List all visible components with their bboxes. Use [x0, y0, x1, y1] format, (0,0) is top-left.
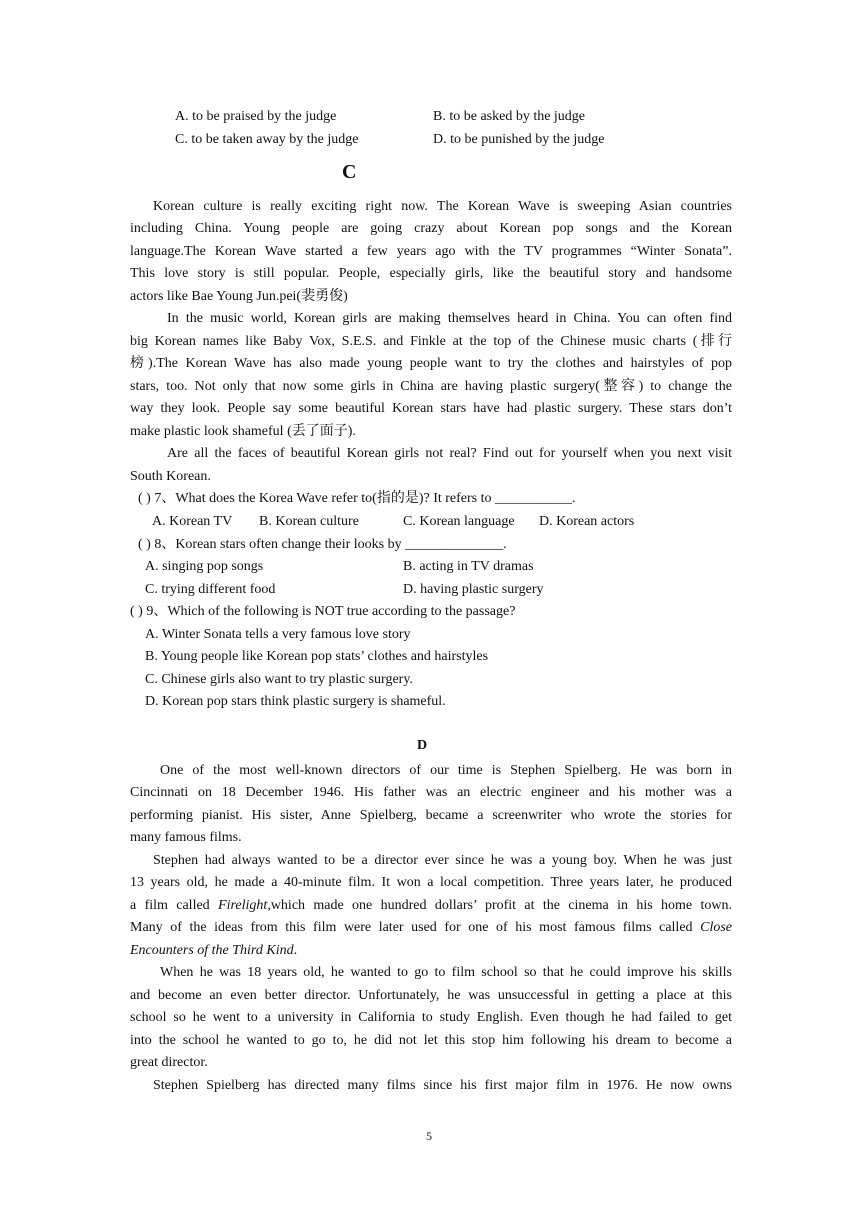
q9-option-b: B. Young people like Korean pop stats’ clothes and hairstyles — [145, 649, 489, 664]
q8-option-a: A. singing pop songs — [145, 559, 264, 574]
option-d: D. to be punished by the judge — [433, 132, 605, 147]
section-d-heading: D — [417, 738, 428, 753]
film-title-firelight: Firelight — [218, 898, 268, 913]
d-p3-line: into the school he wanted to go to, he did not let this stop him following his dream to become a — [130, 1033, 732, 1048]
c-p2-line: In the music world, Korean girls are making themselves heard in China. You can often find — [167, 311, 732, 326]
d-p1-line: performing pianist. His sister, Anne Spielberg, became a screenwriter who wrote the stories for — [130, 808, 732, 823]
q8-option-b: B. acting in TV dramas — [403, 559, 534, 574]
d-p1-line: Cincinnati on 18 December 1946. His father was an electric engineer and his mother was a — [130, 785, 732, 800]
c-p1-line: Korean culture is really exciting right now. The Korean Wave is sweeping Asian countries — [153, 199, 732, 214]
q7-option-b: B. Korean culture — [259, 514, 359, 529]
question-7-stem: ( ) 7、What does the Korea Wave refer to(指的是)? It refers to ___________. — [138, 491, 576, 506]
text-run: . — [293, 943, 298, 958]
d-p2-line — [130, 942, 732, 960]
film-title-close: Close — [700, 920, 732, 935]
c-p2-line: 榜).The Korean Wave has also made young people want to try the clothes and hairstyles of pop — [130, 356, 732, 371]
c-p2-line: stars, too. Not only that now some girls in China are having plastic surgery(整容) to change the — [130, 379, 732, 394]
c-p3-line: South Korean. — [130, 469, 211, 484]
question-9-stem: ( ) 9、Which of the following is NOT true according to the passage? — [130, 604, 516, 619]
q9-option-c: C. Chinese girls also want to try plastic surgery. — [145, 672, 413, 687]
d-p2-line: 13 years old, he made a 40-minute film. It won a local competition. Three years later, he produced — [130, 875, 732, 890]
d-p2-line — [130, 919, 732, 937]
d-p2-line — [130, 897, 732, 915]
option-c: C. to be taken away by the judge — [175, 132, 359, 147]
option-b: B. to be asked by the judge — [433, 109, 586, 124]
q7-option-c: C. Korean language — [403, 514, 515, 529]
d-p4-line: Stephen Spielberg has directed many films since his first major film in 1976. He now owns — [153, 1078, 732, 1093]
question-8-stem: ( ) 8、Korean stars often change their looks by ______________. — [138, 537, 507, 552]
q9-option-a: A. Winter Sonata tells a very famous love story — [145, 627, 411, 642]
text-run: a film called — [130, 898, 219, 913]
d-p3-line: school so he went to a university in California to study English. Even though he had failed to get — [130, 1010, 732, 1025]
c-p1-line: language.The Korean Wave started a few years ago with the TV programmes “Winter Sonata”. — [130, 244, 732, 259]
d-p2-line: Stephen had always wanted to be a director ever since he was a young boy. When he was just — [153, 853, 732, 868]
film-title-encounters: Encounters of the Third Kind — [130, 943, 294, 958]
page-number: 5 — [426, 1129, 432, 1143]
q9-option-d: D. Korean pop stars think plastic surgery is shameful. — [145, 694, 446, 709]
c-p3-line: Are all the faces of beautiful Korean girls not real? Find out for yourself when you next visit — [167, 446, 732, 461]
d-p3-line: and become an even better director. Unfortunately, he was unsuccessful in getting a place at this — [130, 988, 732, 1003]
c-p1-line: This love story is still popular. People, especially girls, like the beautiful story and handsome — [130, 266, 732, 281]
d-p1-line: One of the most well-known directors of our time is Stephen Spielberg. He was born in — [160, 763, 732, 778]
c-p2-line: big Korean names like Baby Vox, S.E.S. and Finkle at the top of the Chinese music charts (排行 — [130, 334, 732, 349]
c-p2-line: make plastic look shameful (丢了面子). — [130, 424, 356, 439]
section-c-heading: C — [342, 161, 357, 183]
q7-option-d: D. Korean actors — [539, 514, 635, 529]
c-p1-line: including China. Young people are going crazy about Korean pop songs and the Korean — [130, 221, 732, 236]
q8-option-c: C. trying different food — [145, 582, 276, 597]
d-p3-line: great director. — [130, 1055, 208, 1070]
d-p1-line: many famous films. — [130, 830, 242, 845]
q7-option-a: A. Korean TV — [152, 514, 233, 529]
text-run: Many of the ideas from this film were later used for one of his most famous films called — [130, 920, 701, 935]
option-a: A. to be praised by the judge — [175, 109, 337, 124]
c-p2-line: way they look. People say some beautiful Korean stars have had plastic surgery. These stars don’t — [130, 401, 732, 416]
text-run: ,which made one hundred dollars’ profit at the cinema in his home town. — [267, 898, 732, 913]
d-p3-line: When he was 18 years old, he wanted to go to film school so that he could improve his skills — [160, 965, 732, 980]
c-p1-line: actors like Bae Young Jun.pei(裴勇俊) — [130, 289, 348, 304]
q8-option-d: D. having plastic surgery — [403, 582, 544, 597]
